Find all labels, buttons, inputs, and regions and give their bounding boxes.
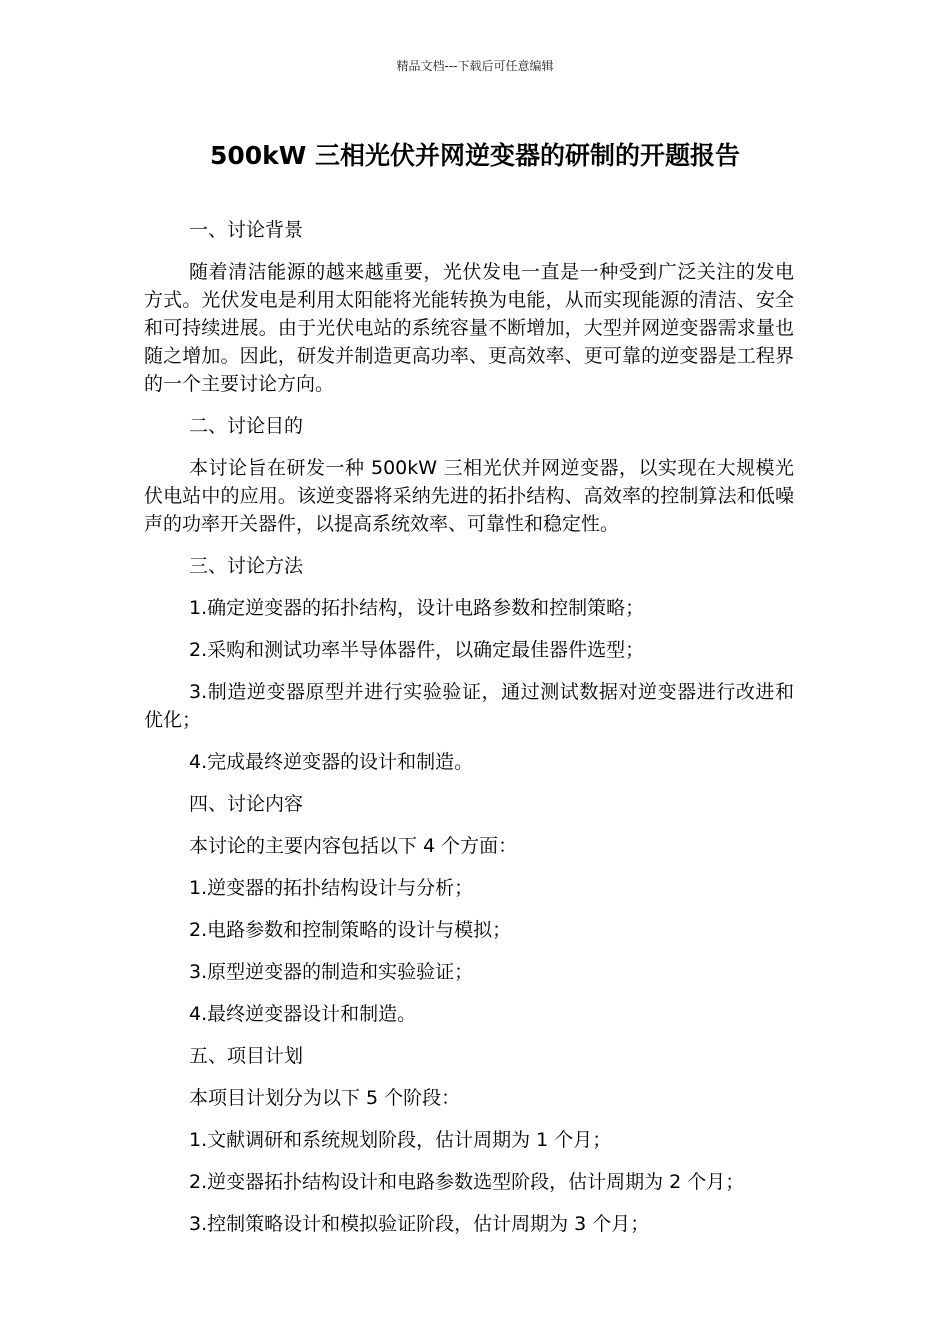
page-header-note: 精品文档---下载后可任意编辑 bbox=[396, 59, 554, 73]
document-body bbox=[144, 216, 794, 1252]
plan-item-3: 3.控制策略设计和模拟验证阶段，估计周期为 3 个月； bbox=[189, 1213, 650, 1235]
plan-item-2: 2.逆变器拓扑结构设计和电路参数选型阶段，估计周期为 2 个月； bbox=[189, 1171, 745, 1193]
content-item-4: 4.最终逆变器设计和制造。 bbox=[189, 1003, 417, 1025]
method-item-1: 1.确定逆变器的拓扑结构，设计电路参数和控制策略； bbox=[189, 597, 645, 619]
paragraph-content-intro: 本讨论的主要内容包括以下 4 个方面： bbox=[189, 835, 518, 857]
section-heading-content: 四、讨论内容 bbox=[189, 793, 304, 815]
paragraph-plan-intro: 本项目计划分为以下 5 个阶段： bbox=[189, 1087, 461, 1109]
section-heading-purpose: 二、讨论目的 bbox=[189, 415, 304, 437]
section-heading-plan: 五、项目计划 bbox=[189, 1045, 304, 1067]
section-heading-background: 一、讨论背景 bbox=[189, 219, 304, 241]
document-title: 500kW 三相光伏并网逆变器的研制的开题报告 bbox=[209, 141, 741, 170]
paragraph-background: 随着清洁能源的越来越重要，光伏发电一直是一种受到广泛关注的发电方式。光伏发电是利用太阳能将光能转换为电能，从而实现能源的清洁、安全和可持续进展。由于光伏电站的系统容量不断增加，大型并网逆变器需求量也随之增加。因此，研发并制造更高功率、更高效率、更可靠的逆变器是工程界的一个主要讨论方向。 bbox=[144, 261, 794, 395]
method-item-4: 4.完成最终逆变器的设计和制造。 bbox=[189, 751, 474, 773]
section-heading-method: 三、讨论方法 bbox=[189, 555, 304, 577]
plan-item-1: 1.文献调研和系统规划阶段，估计周期为 1 个月； bbox=[189, 1129, 612, 1151]
content-item-2: 2.电路参数和控制策略的设计与模拟； bbox=[189, 919, 512, 941]
paragraph-purpose: 本讨论旨在研发一种 500kW 三相光伏并网逆变器，以实现在大规模光伏电站中的应用。该逆变器将采纳先进的拓扑结构、高效率的控制算法和低噪声的功率开关器件，以提高系统效率、可靠性和稳定性。 bbox=[144, 457, 794, 535]
content-item-3: 3.原型逆变器的制造和实验验证； bbox=[189, 961, 474, 983]
method-item-2: 2.采购和测试功率半导体器件，以确定最佳器件选型； bbox=[189, 639, 645, 661]
content-item-1: 1.逆变器的拓扑结构设计与分析； bbox=[189, 877, 474, 899]
method-item-3: 3.制造逆变器原型并进行实验验证，通过测试数据对逆变器进行改进和优化； bbox=[144, 681, 794, 731]
